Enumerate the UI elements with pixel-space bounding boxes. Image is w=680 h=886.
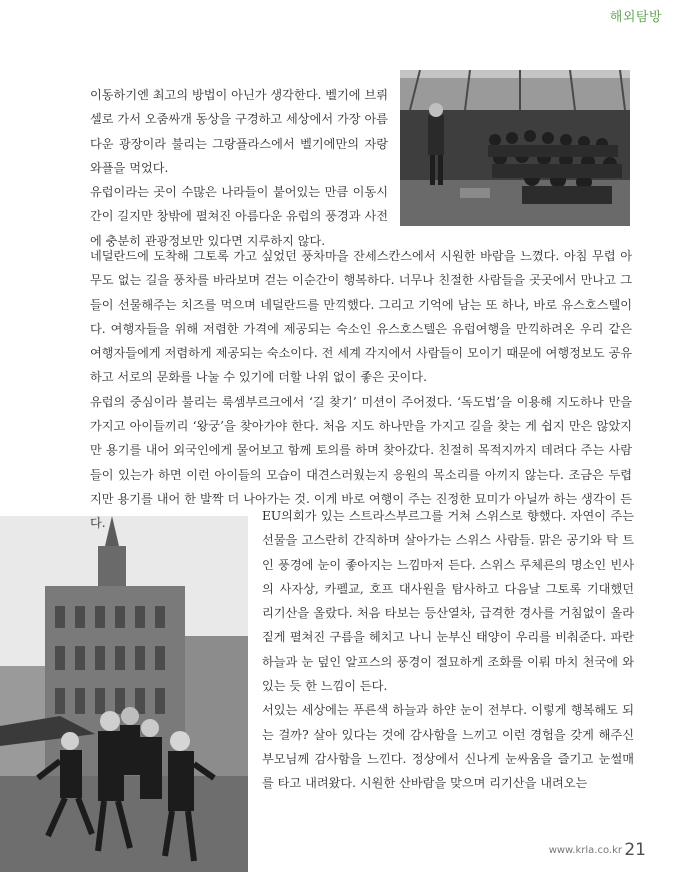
hostel-hall-photo [400, 70, 630, 226]
article-column-top [90, 83, 388, 253]
paragraph: 네덜란드에 도착해 그토록 가고 싶었던 풍차마을 잔세스칸스에서 시원한 바람을 느꼈다. 아침 무렵 아무도 없는 길을 풍차를 바라보며 걷는 이순간이 행복하다. 너무나 친절한 사람들을 곳곳에서 만나고 그들이 선물해주는 치즈를 먹으며 네덜란드를 만끽했다. 그리고 기억에 남는 또 하나, 바로 유스호스텔이다. 여행자들을 위해 저렴한 가격에 제공되는 숙소인 유스호스텔은 유럽여행을 만끽하려온 우리 같은 여행자들에게 저렴하게 제공되는 숙소이다. 전 세계 각지에서 사람들이 모이기 때문에 여행정보도 공유하고 서로의 문화를 나눌 수 있기에 더할 나위 없이 좋은 곳이다. [90, 249, 632, 385]
paragraph: 서있는 세상에는 푸른색 하늘과 하얀 눈이 전부다. 이렇게 행복해도 되는 걸까? 살아 있다는 것에 감사함을 느끼고 이런 경험을 갖게 해주신 부모님께 감사함을 느낀다. 정상에서 신나게 눈싸움을 즐기고 눈썰매를 타고 내려왔다. 시원한 산바람을 맞으며 리기산을 내려오는 [262, 703, 634, 791]
paragraph: EU의회가 있는 스트라스부르그를 거쳐 스위스로 향했다. 자연이 주는 선물을 고스란히 간직하며 살아가는 스위스 사람들. 맑은 공기와 탁 트인 풍경에 눈이 좋아지는 느낌마저 든다. 스위스 루체른의 명소인 빈사의 사자상, 카펠교, 호프 대사원을 탐사하고 다음날 그토록 기대했던 리기산을 올랐다. 처음 타보는 등산열차, 급격한 경사를 거침없이 올라 짙게 펼쳐진 구름을 헤치고 나니 눈부신 태양이 우리를 비춰준다. 파란 하늘과 눈 덮인 알프스의 풍경이 절묘하게 조화를 이뤄 마치 천국에 와있는 듯 한 느낌이 든다. [262, 509, 634, 694]
paragraph: 이동하기엔 최고의 방법이 아닌가 생각한다. 벨기에 브뤼셀로 가서 오줌싸개 동상을 구경하고 세상에서 가장 아름다운 광장이라 불리는 그랑플라스에서 벨기에만의 자랑 와플을 먹었다. [90, 88, 388, 175]
footer-url: www.krla.co.kr [548, 845, 622, 856]
paragraph: 유럽이라는 곳이 수많은 나라들이 붙어있는 만큼 이동시간이 길지만 창밖에 펼쳐진 아름다운 유럽의 풍경과 사전에 충분히 관광정보만 있다면 지루하지 않다. [90, 185, 388, 248]
page-number: 21 [624, 840, 646, 860]
paragraph: 유럽의 중심이라 불리는 룩셈부르크에서 ‘길 찾기’ 미션이 주어졌다. ‘독도법’을 이용해 지도하나 만을 가지고 아이들끼리 ‘왕궁’을 찾아가야 한다. 처음 지도 하나만을 가지고 길을 찾는 게 쉽지 만은 않았지만 용기를 내어 외국인에게 물어보고 함께 토의를 하며 찾아갔다. 친절히 목적지까지 데려다 주는 사람들이 있는가 하면 이런 아이들의 모습이 대견스러웠는지 응원의 목소리를 아끼지 않는다. 조금은 두렵지만 용기를 내어 한 발짝 더 나아가는 것. 이게 바로 여행이 주는 진정한 묘미가 아닐까 하는 생각이 든다. [90, 394, 632, 531]
article-column-full [90, 244, 632, 536]
section-tag: 해외탐방 [609, 10, 662, 25]
grand-place-photo [0, 516, 248, 872]
article-column-bottom [262, 504, 634, 796]
